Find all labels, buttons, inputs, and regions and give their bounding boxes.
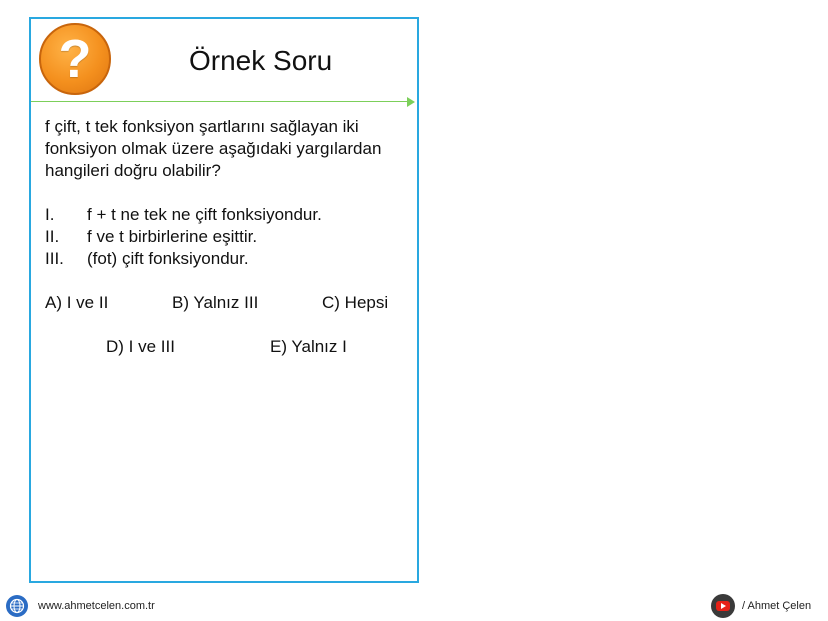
statement-text: (fot) çift fonksiyondur. [87, 249, 249, 268]
question-text: f çift, t tek fonksiyon şartlarını sağlayan iki fonksiyon olmak üzere aşağıdaki yargılardan hangileri doğru olabilir? [45, 117, 382, 180]
website-link[interactable]: www.ahmetcelen.com.tr [38, 600, 155, 612]
statement-number: III. [45, 249, 64, 268]
title-divider [31, 101, 409, 102]
option-a[interactable]: A) I ve II [45, 293, 109, 312]
author-name: / Ahmet Çelen [742, 600, 812, 612]
statement-text: f + t ne tek ne çift fonksiyondur. [87, 205, 322, 224]
option-d[interactable]: D) I ve III [106, 337, 175, 356]
statement-item [45, 204, 322, 226]
youtube-footer [711, 594, 811, 618]
option-e[interactable]: E) Yalnız I [270, 337, 347, 356]
statement-number: I. [45, 205, 55, 224]
statement-text: f ve t birbirlerine eşittir. [87, 227, 258, 246]
question-mark-glyph: ? [58, 29, 92, 89]
option-c[interactable]: C) Hepsi [322, 293, 389, 312]
website-footer [6, 595, 155, 617]
globe-icon [6, 595, 28, 617]
statement-number: II. [45, 227, 60, 246]
statement-item [45, 226, 322, 248]
statement-item [45, 248, 322, 270]
question-card [29, 17, 419, 583]
youtube-icon[interactable] [711, 594, 735, 618]
card-title: Örnek Soru [189, 45, 333, 76]
statement-list [45, 204, 322, 270]
divider-arrow-icon [407, 97, 415, 107]
question-mark-icon [39, 23, 111, 95]
option-b[interactable]: B) Yalnız III [172, 293, 259, 312]
